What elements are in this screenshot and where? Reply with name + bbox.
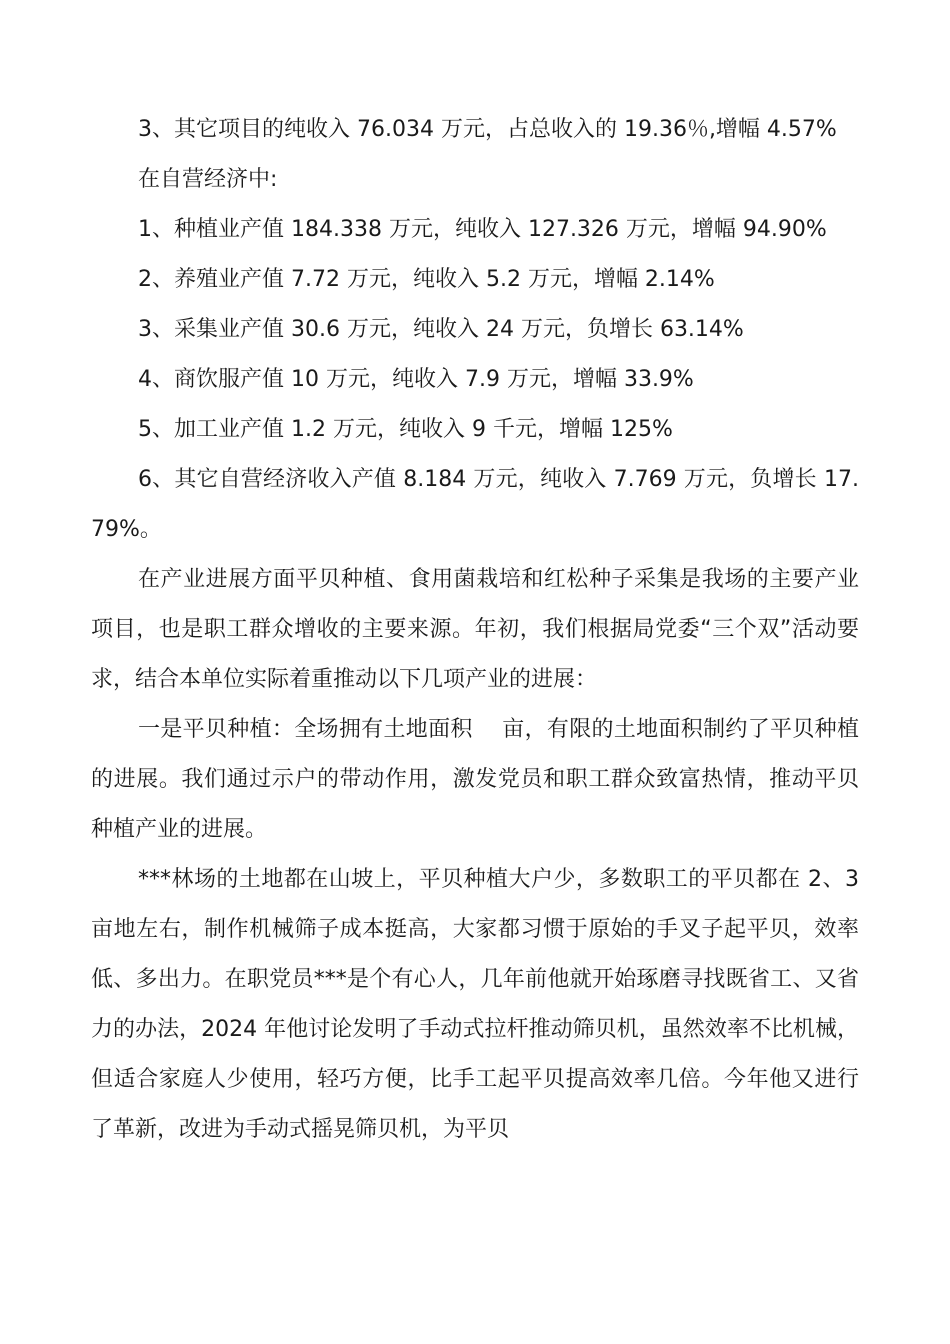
paragraph-processing-output: 5、加工业产值 1.2 万元，纯收入 9 千元，增幅 125% — [138, 417, 673, 442]
paragraph-other-self-operated-output: 6、其它自营经济收入产值 8.184 万元，纯收入 7.769 万元，负增长 17.79%。 — [91, 467, 859, 542]
paragraph-self-operated-heading: 在自营经济中: — [138, 167, 278, 192]
document-body — [91, 105, 859, 1155]
paragraph-planting-output: 1、种植业产值 184.338 万元，纯收入 127.326 万元，增幅 94.90% — [138, 217, 827, 242]
paragraph-catering-output: 4、商饮服产值 10 万元，纯收入 7.9 万元，增幅 33.9% — [138, 367, 694, 392]
paragraph-other-projects-income: 3、其它项目的纯收入 76.034 万元，占总收入的 19.36％,增幅 4.57% — [138, 117, 837, 142]
paragraph-industry-development: 在产业进展方面平贝种植、食用菌栽培和红松种子采集是我场的主要产业项目，也是职工群众增收的主要来源。年初，我们根据局党委“三个双”活动要求，结合本单位实际着重推动以下几项产业的进展： — [91, 567, 859, 692]
paragraph-forest-farm-story: ***林场的土地都在山坡上，平贝种植大户少，多数职工的平贝都在 2、3 亩地左右，制作机械筛子成本挺高，大家都习惯于原始的手叉子起平贝，效率低、多出力。在职党员***是个有心人，几年前他就开始琢磨寻找既省工、又省力的办法，2024 年他讨论发明了手动式拉杆推动筛贝机，虽然效率不比机械，但适合家庭人少使用，轻巧方便，比手工起平贝提高效率几倍。今年他又进行了革新，改进为手动式摇晃筛贝机，为平贝 — [91, 867, 859, 1142]
paragraph-collection-output: 3、采集业产值 30.6 万元，纯收入 24 万元，负增长 63.14% — [138, 317, 744, 342]
paragraph-breeding-output: 2、养殖业产值 7.72 万元，纯收入 5.2 万元，增幅 2.14% — [138, 267, 715, 292]
paragraph-pingbei-planting: 一是平贝种植：全场拥有土地面积 亩，有限的土地面积制约了平贝种植的进展。我们通过示户的带动作用，激发党员和职工群众致富热情，推动平贝种植产业的进展。 — [91, 717, 859, 842]
